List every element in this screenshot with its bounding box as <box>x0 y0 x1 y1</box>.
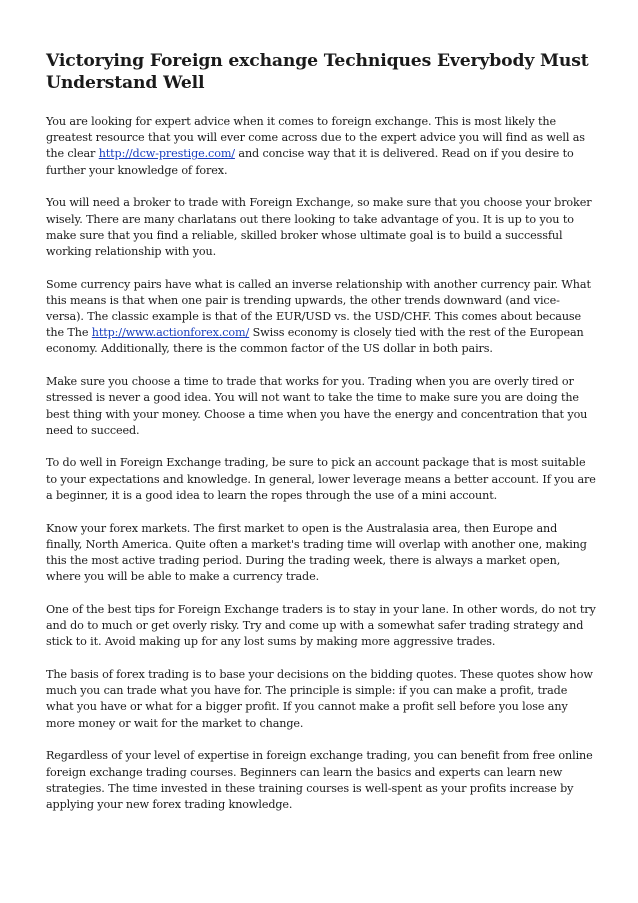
link-dcw-prestige[interactable]: http://dcw-prestige.com/ <box>98 147 235 161</box>
paragraph-4: Make sure you choose a time to trade that works for you. Trading when you are overly tired or stressed is never a good idea. You will not want to take the time to make sure you are doing the best thing with your money. Choose a time when you have the energy and concentration that you need to succeed. <box>46 375 588 437</box>
paragraph-1-text-after: and concise way that it is delivered. Read on if you desire to further your knowledge of forex. <box>46 147 574 177</box>
document-page <box>46 50 596 830</box>
link-actionforex[interactable]: http://www.actionforex.com/ <box>91 326 250 340</box>
document-title: Victorying Foreign exchange Techniques Everybody Must Understand Well <box>46 51 589 93</box>
paragraph-1 <box>46 114 596 179</box>
paragraph-7: One of the best tips for Foreign Exchange traders is to stay in your lane. In other words, do not try and do to much or get overly risky. Try and come up with a somewhat safer trading strategy and stick to it. Avoid making up for any lost sums by making more aggressive trades. <box>46 602 596 649</box>
paragraph-3 <box>46 277 596 358</box>
paragraph-8: The basis of forex trading is to base your decisions on the bidding quotes. These quotes show how much you can trade what you have for. The principle is simple: if you can make a profit, trade what you have or what for a bigger profit. If you cannot make a profit sell before you lose any more money or wait for the market to change. <box>46 667 593 730</box>
paragraph-1-text-before: You are looking for expert advice when it comes to foreign exchange. This is most likely the greatest resource that you will ever come across due to the expert advice you will find as well as the clear <box>46 115 585 161</box>
paragraph-2: You will need a broker to trade with Foreign Exchange, so make sure that you choose your broker wisely. There are many charlatans out there looking to take advantage of you. It is up to you to make sure that you find a reliable, skilled broker whose ultimate goal is to build a successful working relationship with you. <box>46 196 592 258</box>
paragraph-3-text-after: Swiss economy is closely tied with the rest of the European economy. Additionally, there is the common factor of the US dollar in both pairs. <box>46 326 584 356</box>
paragraph-9: Regardless of your level of expertise in foreign exchange trading, you can benefit from free online foreign exchange trading courses. Beginners can learn the basics and experts can learn new strategies. The time invested in these training courses is well-spent as your profits increase by applying your new forex trading knowledge. <box>46 749 593 811</box>
paragraph-6: Know your forex markets. The first market to open is the Australasia area, then Europe and finally, North America. Quite often a market's trading time will overlap with another one, making this the most active trading period. During the trading week, there is always a market open, where you will be able to make a currency trade. <box>46 521 587 584</box>
paragraph-5: To do well in Foreign Exchange trading, be sure to pick an account package that is most suitable to your expectations and knowledge. In general, lower leverage means a better account. If you are a beginner, it is a good idea to learn the ropes through the use of a mini account. <box>46 456 596 502</box>
paragraph-3-text-before: Some currency pairs have what is called an inverse relationship with another currency pair. What this means is that when one pair is trending upwards, the other trends downward (and vice-versa). The classic example is that of the EUR/USD vs. the USD/CHF. This comes about because the The <box>46 277 591 340</box>
